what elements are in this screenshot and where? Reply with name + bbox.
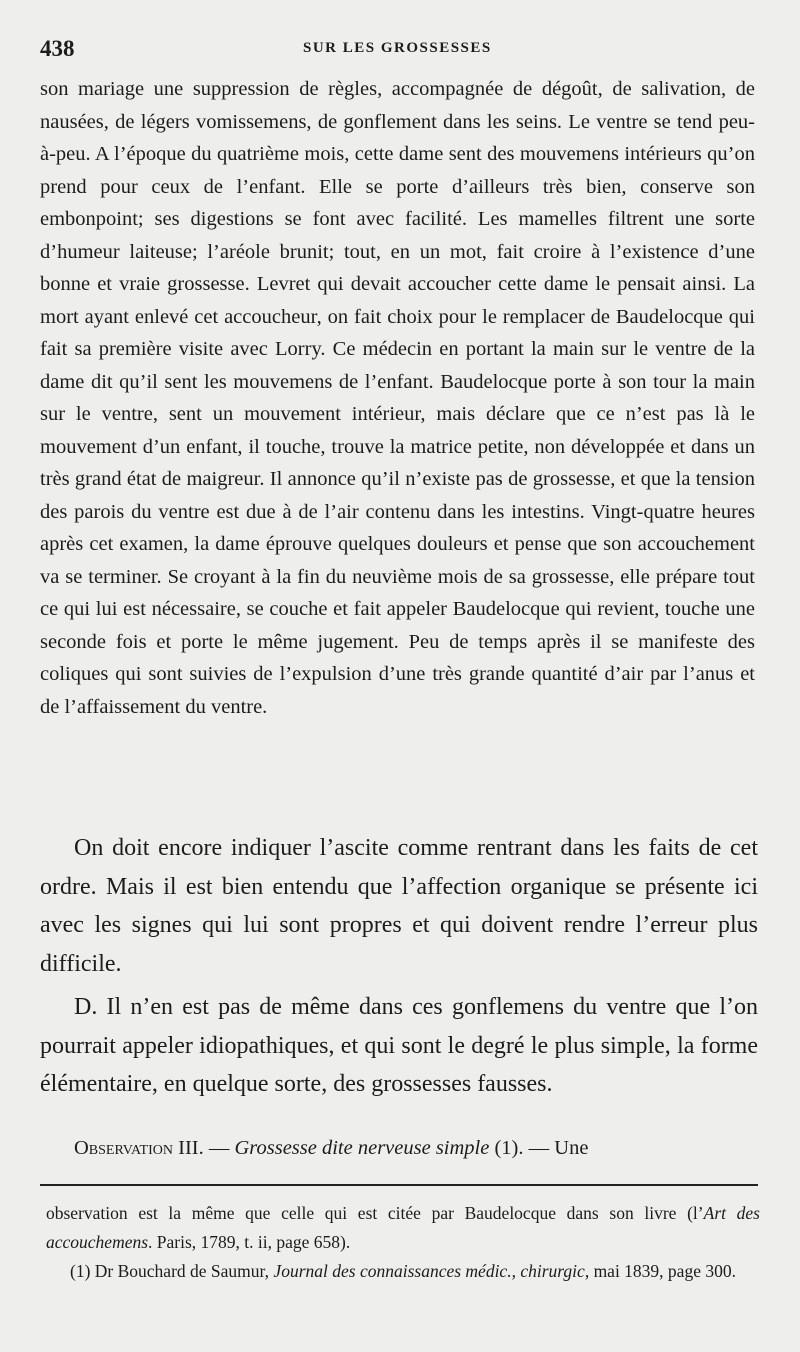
footnote-1 — [46, 1257, 760, 1286]
paragraph-continuation: son mariage une suppression de règles, accompagnée de dégoût, de salivation, de nausées, de légers vomissemens, de gonflement dans les seins. Le ventre se tend peu-à-peu. A l’époque du quatrième mois, cette dame sent des mouvemens intérieurs qu’on prend pour ceux de l’enfant. Elle se porte d’ailleurs très bien, conserve son embonpoint; ses digestions se font avec facilité. Les mamelles filtrent une sorte d’humeur laiteuse; l’aréole brunit; tout, en un mot, fait croire à l’existence d’une bonne et vraie grossesse. Levret qui devait accoucher cette dame le pensait ainsi. La mort ayant enlevé cet accoucheur, on fait choix pour le remplacer de Baudelocque qui fait sa première visite avec Lorry. Ce médecin en portant la main sur le ventre de la dame dit qu’il sent les mouvemens de l’enfant. Baudelocque porte à son tour la main sur le ventre, sent un mouvement intérieur, mais déclare que ce n’est pas là le mouvement d’un enfant, il touche, trouve la matrice petite, non développée et dans un très grand état de maigreur. Il annonce qu’il n’existe pas de grossesse, et que la tension des parois du ventre est due à de l’air contenu dans les intestins. Vingt-quatre heures après cet examen, la dame éprouve quelques douleurs et pense que son accouchement va se terminer. Se croyant à la fin du neuvième mois de sa grossesse, elle prépare tout ce qui lui est nécessaire, se couche et fait appeler Baudelocque qui revient, touche une seconde fois et porte le même jugement. Peu de temps après il se manifeste des coliques qui sont suivies de l’expulsion d’une très grande quantité d’air par l’anus et de l’affaissement du ventre. — [40, 78, 755, 718]
paragraph-ascite: On doit encore indiquer l’ascite comme rentrant dans les faits de cet ordre. Mais il est bien entendu que l’affection organique se présente ici avec les signes qui lui sont propres et qui doivent rendre l’erreur plus difficile. — [40, 835, 758, 978]
footnote-continuation-end: . Paris, 1789, t. ii, page 658). — [148, 1232, 351, 1252]
footnote-divider — [40, 1184, 758, 1186]
footnotes — [46, 1199, 760, 1286]
observation-label: Observation III. — [74, 1137, 204, 1159]
running-head: SUR LES GROSSESSES — [303, 40, 492, 56]
footnote-1-end: , mai 1839, page 300. — [584, 1261, 736, 1281]
observation-title: Grossesse dite nerveuse simple — [234, 1137, 490, 1159]
observation-heading — [40, 1132, 758, 1164]
main-text-small — [40, 73, 755, 723]
footnote-continuation — [46, 1199, 760, 1257]
observation-dash: — — [208, 1137, 230, 1159]
footnote-continuation-text: observation est la même que celle qui est citée par Baudelocque dans son livre (l’ — [46, 1203, 704, 1223]
observation-trail: — Une — [528, 1137, 589, 1159]
page-number: 438 — [40, 36, 75, 61]
footnote-1-author: (1) Dr Bouchard de Saumur, — [70, 1261, 274, 1281]
page-header — [40, 36, 760, 66]
main-text-large — [40, 829, 758, 1104]
footnote-1-journal: Journal des connaissances médic., chirurgic — [273, 1261, 585, 1281]
footnote-ref[interactable]: (1). — [494, 1137, 524, 1159]
footnote-book-title: Art des accouchemens — [46, 1203, 760, 1252]
paragraph-section-d: D. Il n’en est pas de même dans ces gonflemens du ventre que l’on pourrait appeler idiopathiques, et qui sont le degré le plus simple, la forme élémentaire, en quelque sorte, des grossesses fausses. — [40, 993, 758, 1098]
